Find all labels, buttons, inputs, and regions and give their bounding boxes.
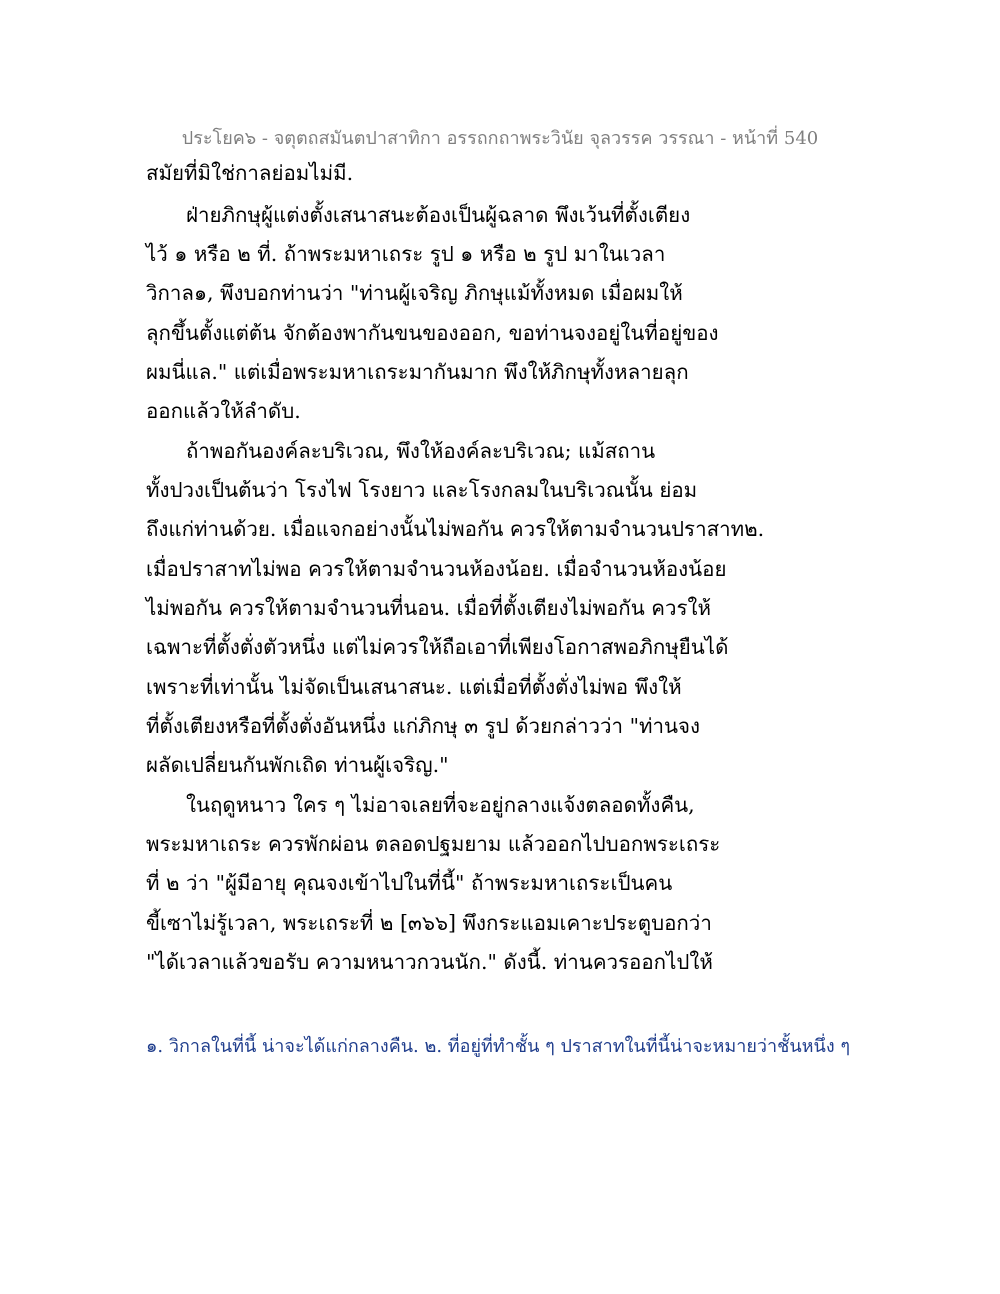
body-line: พระมหาเถระ ควรพักผ่อน ตลอดปฐมยาม แล้วออกไปบอกพระเถระ bbox=[146, 832, 721, 856]
body-line: วิกาล๑, พึงบอกท่านว่า "ท่านผู้เจริญ ภิกษุแม้ทั้งหมด เมื่อผมให้ bbox=[146, 281, 683, 305]
body-line: ขี้เซาไม่รู้เวลา, พระเถระที่ ๒ [๓๖๖] พึงกระแอมเคาะประตูบอกว่า bbox=[146, 911, 712, 935]
body-line: เมื่อปราสาทไม่พอ ควรให้ตามจำนวนห้องน้อย. เมื่อจำนวนห้องน้อย bbox=[146, 557, 727, 581]
body-line: "ได้เวลาแล้วขอรับ ความหนาวกวนนัก." ดังนี้. ท่านควรออกไปให้ bbox=[146, 950, 713, 974]
body-line: เฉพาะที่ตั้งตั่งตัวหนึ่ง แต่ไม่ควรให้ถือเอาที่เพียงโอกาสพอภิกษุยืนได้ bbox=[146, 635, 729, 659]
body-line: ผลัดเปลี่ยนกันพักเถิด ท่านผู้เจริญ." bbox=[146, 753, 449, 777]
body-line: ฝ่ายภิกษุผู้แต่งตั้งเสนาสนะต้องเป็นผู้ฉลาด พึงเว้นที่ตั้งเตียง bbox=[186, 203, 691, 227]
body-line: ไม่พอกัน ควรให้ตามจำนวนที่นอน. เมื่อที่ตั้งเตียงไม่พอกัน ควรให้ bbox=[146, 596, 711, 620]
body-line: ผมนี่แล." แต่เมื่อพระมหาเถระมากันมาก พึงให้ภิกษุทั้งหลายลุก bbox=[146, 360, 689, 384]
body-line: เพราะที่เท่านั้น ไม่จัดเป็นเสนาสนะ. แต่เมื่อที่ตั้งตั่งไม่พอ พึงให้ bbox=[146, 675, 682, 699]
body-line: ไว้ ๑ หรือ ๒ ที่. ถ้าพระมหาเถระ รูป ๑ หรือ ๒ รูป มาในเวลา bbox=[146, 242, 666, 266]
body-line: ออกแล้วให้ลำดับ. bbox=[146, 399, 301, 423]
body-line: สมัยที่มิใช่กาลย่อมไม่มี. bbox=[146, 161, 354, 185]
footnotes: ๑. วิกาลในที่นี้ น่าจะได้แก่กลางคืน. ๒. ที่อยู่ที่ทำชั้น ๆ ปราสาทในที่นี้น่าจะหมายว่าชั้นหนึ่ง ๆ bbox=[146, 1036, 851, 1057]
body-line: ที่ตั้งเตียงหรือที่ตั้งตั่งอันหนึ่ง แก่ภิกษุ ๓ รูป ด้วยกล่าวว่า "ท่านจง bbox=[146, 714, 701, 738]
body-line: ถ้าพอกันองค์ละบริเวณ, พึงให้องค์ละบริเวณ; แม้สถาน bbox=[186, 439, 656, 463]
body-line: ลุกขึ้นตั้งแต่ต้น จักต้องพากันขนของออก, ขอท่านจงอยู่ในที่อยู่ของ bbox=[146, 321, 719, 345]
body-line: ถึงแก่ท่านด้วย. เมื่อแจกอย่างนั้นไม่พอกัน ควรให้ตามจำนวนปราสาท๒. bbox=[146, 517, 765, 541]
body-line: ที่ ๒ ว่า "ผู้มีอายุ คุณจงเข้าไปในที่นี้" ถ้าพระมหาเถระเป็นคน bbox=[146, 871, 673, 895]
page-header: ประโยค๖ - จตุตถสมันตปาสาทิกา อรรถกถาพระวินัย จุลวรรค วรรณา - หน้าที่ 540 bbox=[181, 128, 819, 149]
body-line: ในฤดูหนาว ใคร ๆ ไม่อาจเลยที่จะอยู่กลางแจ้งตลอดทั้งคืน, bbox=[186, 793, 695, 817]
body-line: ทั้งปวงเป็นต้นว่า โรงไฟ โรงยาว และโรงกลมในบริเวณนั้น ย่อม bbox=[146, 478, 698, 502]
